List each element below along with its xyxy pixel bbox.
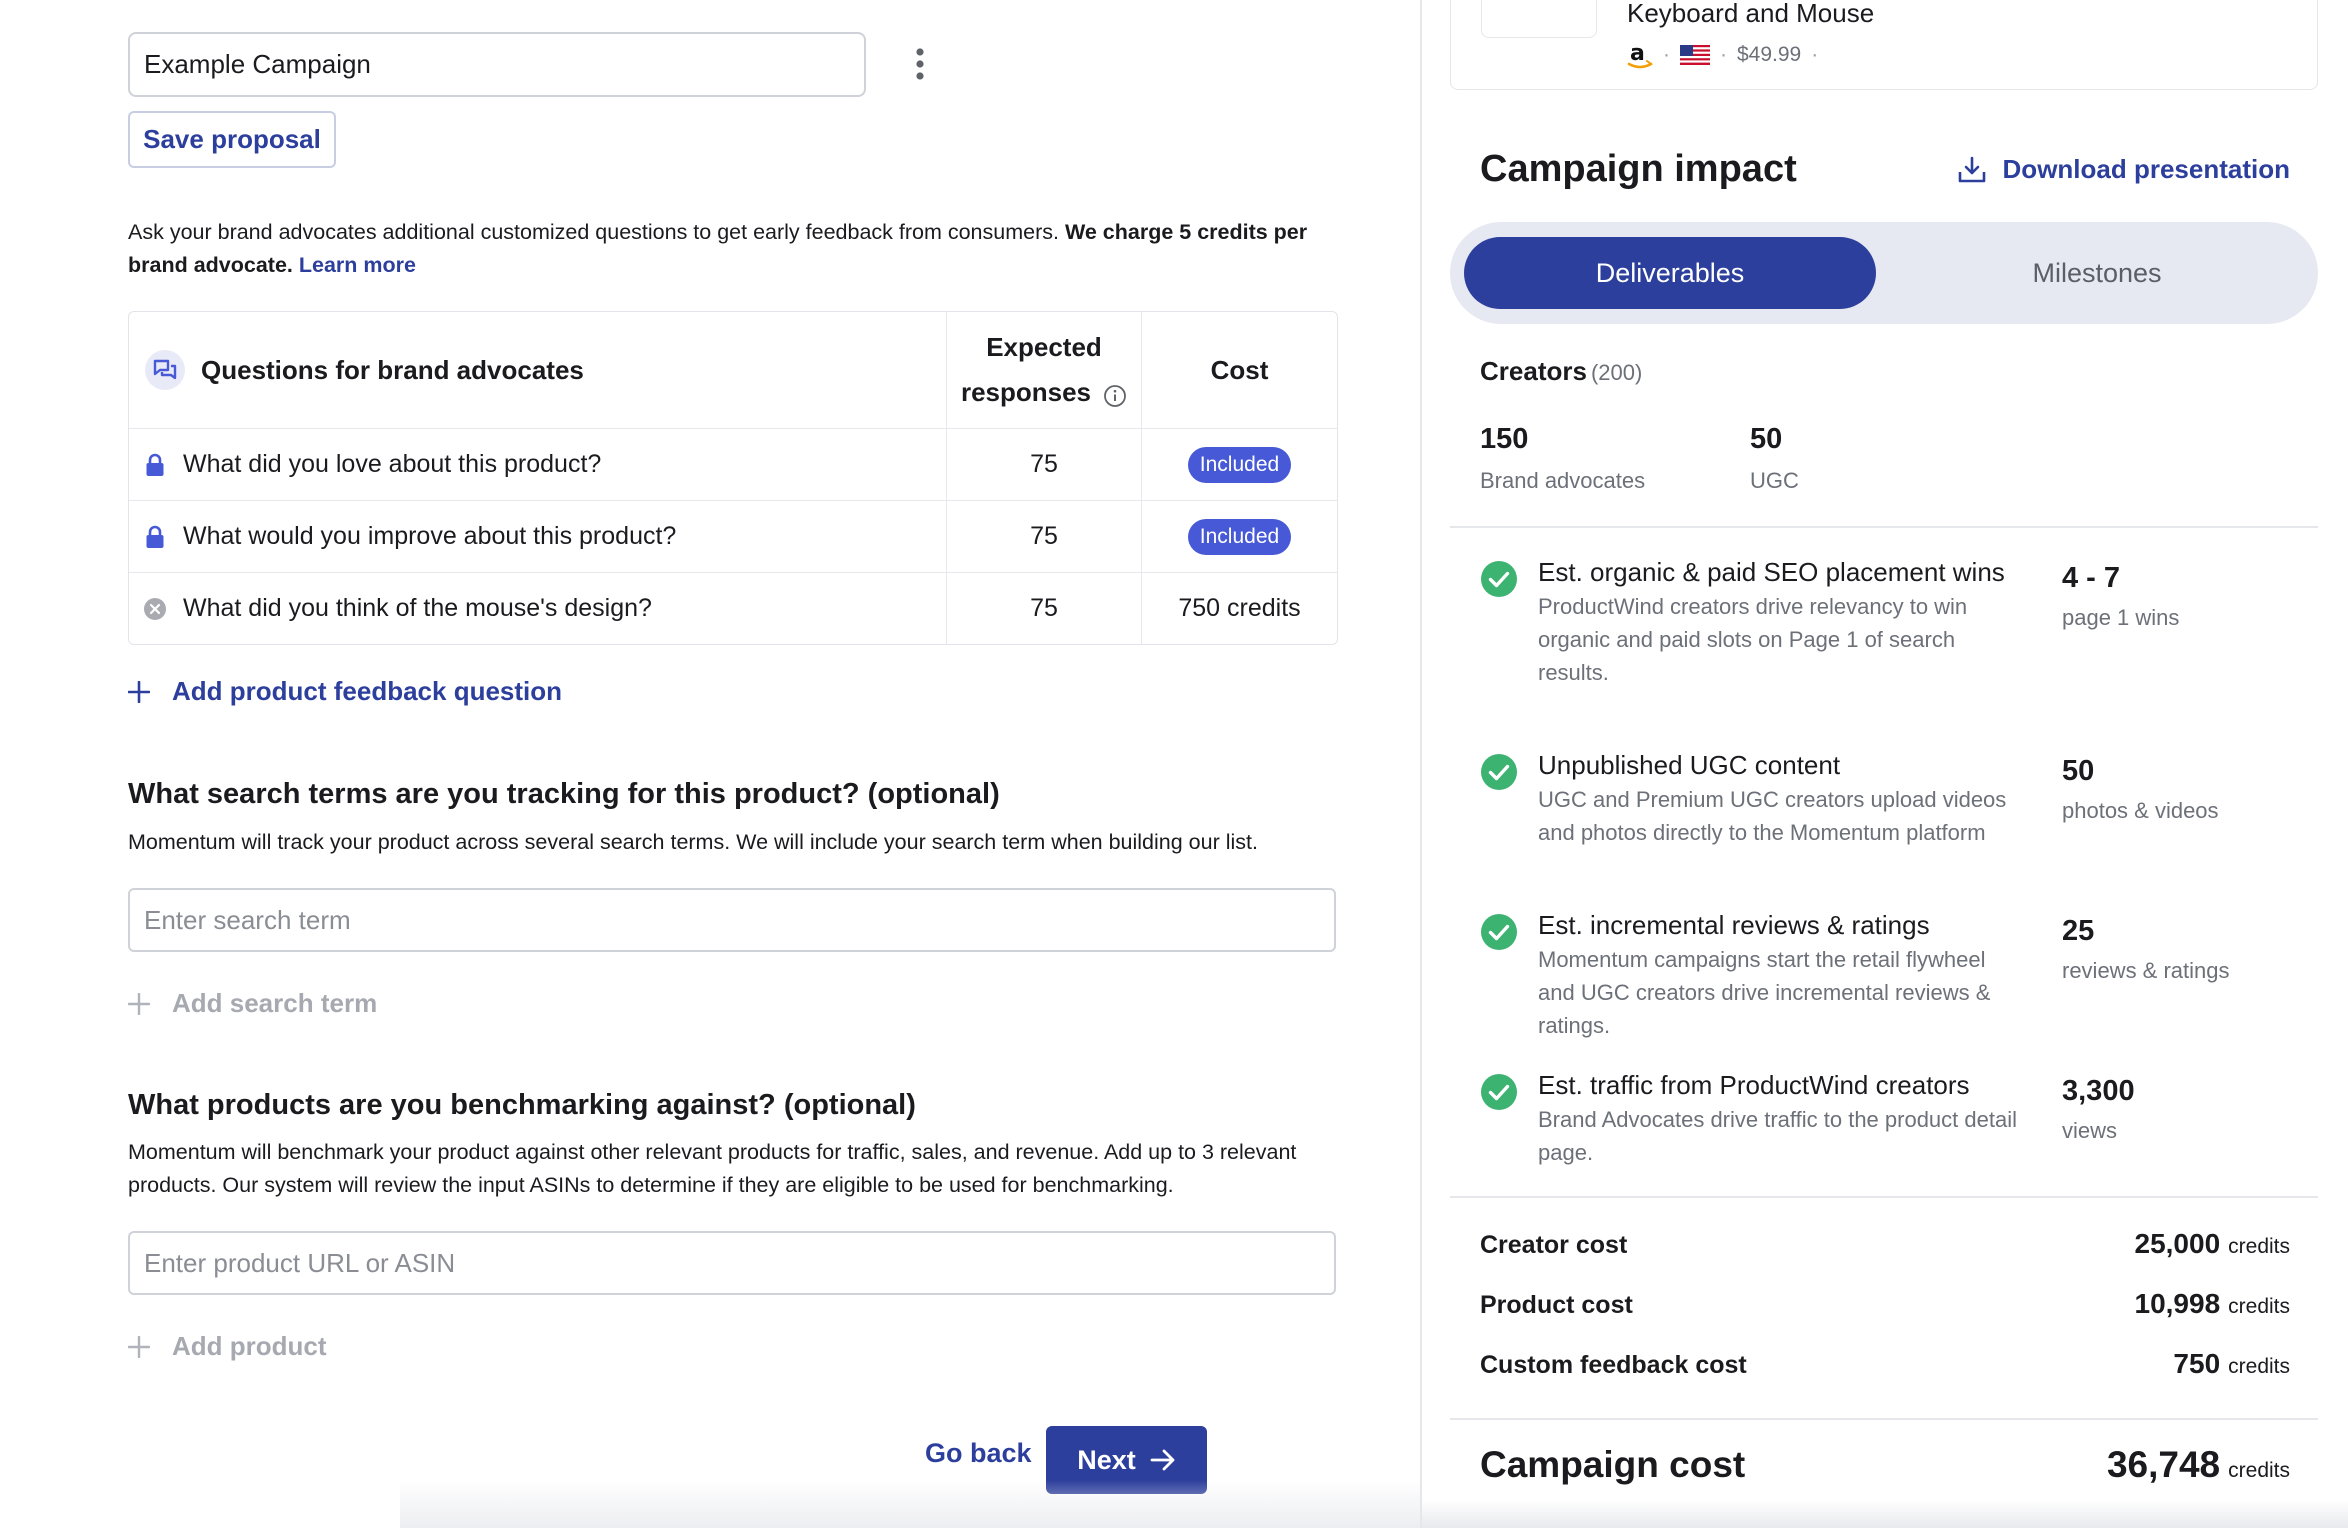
- cost-unit: credits: [2228, 1295, 2290, 1318]
- impact-tabs: [1450, 222, 2318, 324]
- panel-divider: [1420, 0, 1422, 1528]
- cost-label: Product cost: [1480, 1291, 1633, 1319]
- campaign-form: [128, 0, 1338, 1528]
- product-card: [1450, 0, 2318, 90]
- save-proposal-button[interactable]: Save proposal: [128, 111, 336, 168]
- question-text: What did you think of the mouse's design?: [183, 594, 652, 622]
- creators-count: (200): [1590, 360, 1643, 385]
- cost-unit: credits: [2228, 1355, 2290, 1378]
- questions-header-label: Questions for brand advocates: [201, 354, 584, 385]
- questions-table-header: [129, 312, 1337, 428]
- deliverable-text: [1538, 1069, 2018, 1169]
- chat-icon: [145, 350, 185, 390]
- check-circle-icon: [1480, 1073, 1518, 1111]
- product-price: $49.99: [1737, 43, 1802, 66]
- campaign-impact-title: Campaign impact: [1480, 148, 1797, 190]
- plus-icon: [128, 681, 150, 703]
- lock-icon: [143, 525, 167, 549]
- cost-cell: 750 credits: [1141, 573, 1337, 644]
- divider: [1450, 1418, 2318, 1420]
- responses-cell: 75: [946, 501, 1141, 572]
- cost-cell: [1141, 429, 1337, 500]
- next-label: Next: [1077, 1444, 1136, 1475]
- remove-icon[interactable]: [143, 597, 167, 621]
- cost-label: Creator cost: [1480, 1231, 1628, 1259]
- deliverable-number: 50: [2062, 755, 2095, 787]
- deliverable-text: [1538, 749, 2018, 849]
- stat-label: UGC: [1750, 468, 1799, 493]
- total-unit: credits: [2228, 1459, 2290, 1482]
- creators-heading: [1480, 356, 1642, 387]
- question-text: What did you love about this product?: [183, 450, 602, 478]
- separator: ·: [1663, 43, 1670, 66]
- search-term-input[interactable]: Enter search term: [128, 888, 1336, 952]
- cost-row-creator: [1480, 1228, 2290, 1260]
- cost-value: 25,000: [2134, 1228, 2221, 1259]
- campaign-name-row: [128, 32, 1128, 98]
- cost-value: 750: [2173, 1348, 2221, 1379]
- product-meta: [1627, 40, 1828, 70]
- stat-ugc: [1750, 423, 1799, 494]
- deliverable-title: Est. organic & paid SEO placement wins: [1538, 557, 2005, 587]
- add-product-label: Add product: [172, 1331, 327, 1361]
- plus-icon: [128, 993, 150, 1015]
- divider: [1450, 1196, 2318, 1198]
- separator: ·: [1811, 43, 1819, 66]
- cost-cell: [1141, 501, 1337, 572]
- question-text: What would you improve about this product?: [183, 522, 677, 550]
- go-back-button[interactable]: Go back: [925, 1438, 1032, 1468]
- cost-unit: credits: [2228, 1235, 2290, 1258]
- responses-cell: 75: [946, 429, 1141, 500]
- learn-more-link[interactable]: Learn more: [298, 253, 416, 277]
- cost-label: Custom feedback cost: [1480, 1351, 1747, 1379]
- arrow-right-icon: [1150, 1448, 1176, 1472]
- deliverable-unit: reviews & ratings: [2062, 958, 2230, 983]
- deliverable-number: 25: [2062, 915, 2095, 947]
- expected-responses-header: [946, 312, 1141, 428]
- intro-text: Ask your brand advocates additional customized questions to get early feedback from consumers.: [128, 220, 1065, 244]
- check-circle-icon: [1480, 753, 1518, 791]
- deliverable-text: [1538, 909, 2018, 1042]
- responses-cell: 75: [946, 573, 1141, 644]
- question-row: [129, 572, 1337, 644]
- expected-header-line2: responses: [960, 377, 1092, 407]
- info-icon[interactable]: [1103, 384, 1127, 408]
- divider: [1450, 526, 2318, 528]
- benchmark-description: Momentum will benchmark your product against other relevant products for traffic, sales, and revenue. Add up to 3 relevant products. Our system will review the input ASINs to determine if they are eligible to be used for benchmarking.: [128, 1140, 1297, 1197]
- check-circle-icon: [1480, 913, 1518, 951]
- stat-value: 150: [1480, 423, 1529, 455]
- creators-label: Creators: [1480, 356, 1587, 386]
- add-search-term-button[interactable]: [128, 988, 377, 1019]
- questions-table: [128, 311, 1338, 645]
- question-cell: [129, 501, 946, 572]
- search-terms-title: What search terms are you tracking for this product? (optional): [128, 778, 1000, 810]
- product-name: Keyboard and Mouse: [1627, 0, 1875, 28]
- campaign-impact-panel: [1450, 0, 2318, 1528]
- add-feedback-question-button[interactable]: [128, 676, 562, 707]
- question-row: [129, 428, 1337, 500]
- lock-icon: [143, 453, 167, 477]
- stat-label: Brand advocates: [1480, 468, 1646, 493]
- search-terms-description: Momentum will track your product across several search terms. We will include your search term when building our list.: [128, 830, 1258, 854]
- deliverable-description: UGC and Premium UGC creators upload videos and photos directly to the Momentum platform: [1538, 787, 2007, 845]
- plus-icon: [128, 1336, 150, 1358]
- deliverable-title: Est. traffic from ProductWind creators: [1538, 1070, 1970, 1100]
- deliverable-unit: views: [2062, 1118, 2118, 1143]
- cost-value: 10,998: [2134, 1288, 2221, 1319]
- deliverable-text: [1538, 556, 2018, 689]
- separator: ·: [1720, 43, 1727, 66]
- expected-header-line1: Expected: [986, 332, 1102, 362]
- campaign-name-input[interactable]: Example Campaign: [128, 32, 866, 97]
- deliverable-value: [2062, 915, 2230, 984]
- question-row: [129, 500, 1337, 572]
- deliverable-value: [2062, 755, 2219, 824]
- deliverable-description: Brand Advocates drive traffic to the product detail page.: [1538, 1107, 2017, 1165]
- us-flag-icon: [1680, 45, 1710, 65]
- product-image: [1481, 0, 1597, 38]
- download-presentation-button[interactable]: [1957, 154, 2290, 185]
- question-cell: [129, 573, 946, 644]
- total-label: Campaign cost: [1480, 1444, 1746, 1485]
- product-url-input[interactable]: Enter product URL or ASIN: [128, 1231, 1336, 1295]
- check-circle-icon: [1480, 560, 1518, 598]
- deliverable-number: 3,300: [2062, 1075, 2135, 1107]
- campaign-cost-total: [1480, 1444, 2290, 1486]
- question-cell: [129, 429, 946, 500]
- feedback-intro: [128, 216, 1343, 282]
- deliverable-title: Est. incremental reviews & ratings: [1538, 910, 1930, 940]
- stat-value: 50: [1750, 423, 1783, 455]
- deliverable-value: [2062, 562, 2179, 631]
- included-badge: Included: [1188, 519, 1291, 555]
- deliverable-unit: photos & videos: [2062, 798, 2219, 823]
- included-badge: Included: [1188, 447, 1291, 483]
- deliverable-number: 4 - 7: [2062, 562, 2121, 594]
- panel-bottom-shadow: [1420, 1500, 2348, 1528]
- benchmark-title: What products are you benchmarking against? (optional): [128, 1089, 916, 1121]
- amazon-icon: [1627, 40, 1653, 70]
- deliverable-value: [2062, 1075, 2135, 1144]
- svg-text:a: a: [1630, 41, 1645, 66]
- deliverable-unit: page 1 wins: [2062, 605, 2180, 630]
- deliverable-description: Momentum campaigns start the retail flywheel and UGC creators drive incremental reviews & ratings.: [1538, 947, 1991, 1038]
- add-product-button[interactable]: [128, 1331, 327, 1362]
- total-value: 36,748: [2106, 1444, 2221, 1485]
- cost-row-custom-feedback: [1480, 1348, 2290, 1380]
- tab-deliverables[interactable]: Deliverables: [1464, 237, 1876, 309]
- stat-brand-advocates: [1480, 423, 1645, 494]
- download-presentation-label: Download presentation: [2002, 154, 2290, 184]
- cost-row-product: [1480, 1288, 2290, 1320]
- tab-milestones[interactable]: Milestones: [2032, 257, 2162, 288]
- add-search-term-label: Add search term: [172, 988, 378, 1018]
- more-options-icon[interactable]: [896, 40, 944, 88]
- cost-header: Cost: [1141, 312, 1337, 428]
- intro-bold-text: We charge 5 credits per brand advocate.: [128, 220, 1308, 277]
- add-feedback-question-label: Add product feedback question: [172, 676, 563, 706]
- questions-header-cell: [129, 312, 946, 428]
- deliverable-title: Unpublished UGC content: [1538, 750, 1841, 780]
- deliverable-description: ProductWind creators drive relevancy to win organic and paid slots on Page 1 of search results.: [1538, 594, 1968, 685]
- bottom-shadow: [400, 1480, 1420, 1528]
- download-icon: [1957, 155, 1987, 185]
